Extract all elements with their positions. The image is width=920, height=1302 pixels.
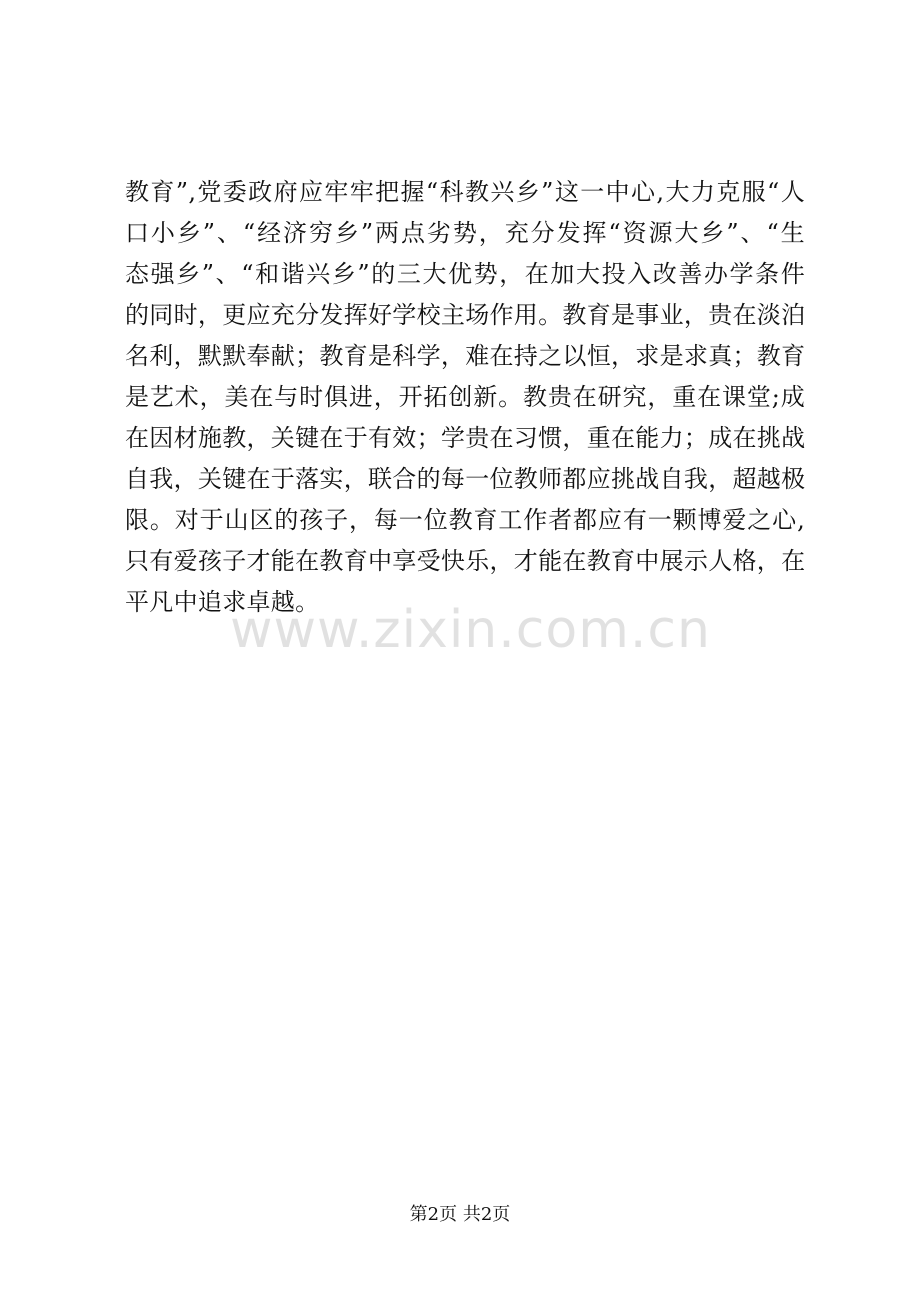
text-line: 口小乡”、“经济穷乡”两点劣势，充分发挥“资源大乡”、“生 xyxy=(125,219,805,247)
text-line: 态强乡”、“和谐兴乡”的三大优势，在加大投入改善办学条件 xyxy=(125,260,805,288)
text-line: 教育”,党委政府应牢牢把握“科教兴乡”这一中心,大力克服“人 xyxy=(125,178,805,206)
text-line: 限。对于山区的孩子，每一位教育工作者都应有一颗博爱之心, xyxy=(125,506,805,534)
page-number-footer: 第2页 共2页 xyxy=(409,1204,511,1225)
body-paragraph xyxy=(125,172,805,623)
text-line: 只有爱孩子才能在教育中享受快乐，才能在教育中展示人格，在 xyxy=(125,547,806,575)
text-line-last: 平凡中追求卓越。 xyxy=(125,588,320,616)
text-line: 名利，默默奉献；教育是科学，难在持之以恒，求是求真；教育 xyxy=(125,342,806,370)
text-line: 的同时，更应充分发挥好学校主场作用。教育是事业，贵在淡泊 xyxy=(125,301,806,329)
text-line: 在因材施教，关键在于有效；学贵在习惯，重在能力；成在挑战 xyxy=(125,424,806,452)
text-line: 是艺术，美在与时俱进，开拓创新。教贵在研究，重在课堂;成 xyxy=(125,383,805,411)
watermark-text: www.zixin.com.cn xyxy=(230,600,711,660)
text-line: 自我，关键在于落实，联合的每一位教师都应挑战自我，超越极 xyxy=(125,465,806,493)
